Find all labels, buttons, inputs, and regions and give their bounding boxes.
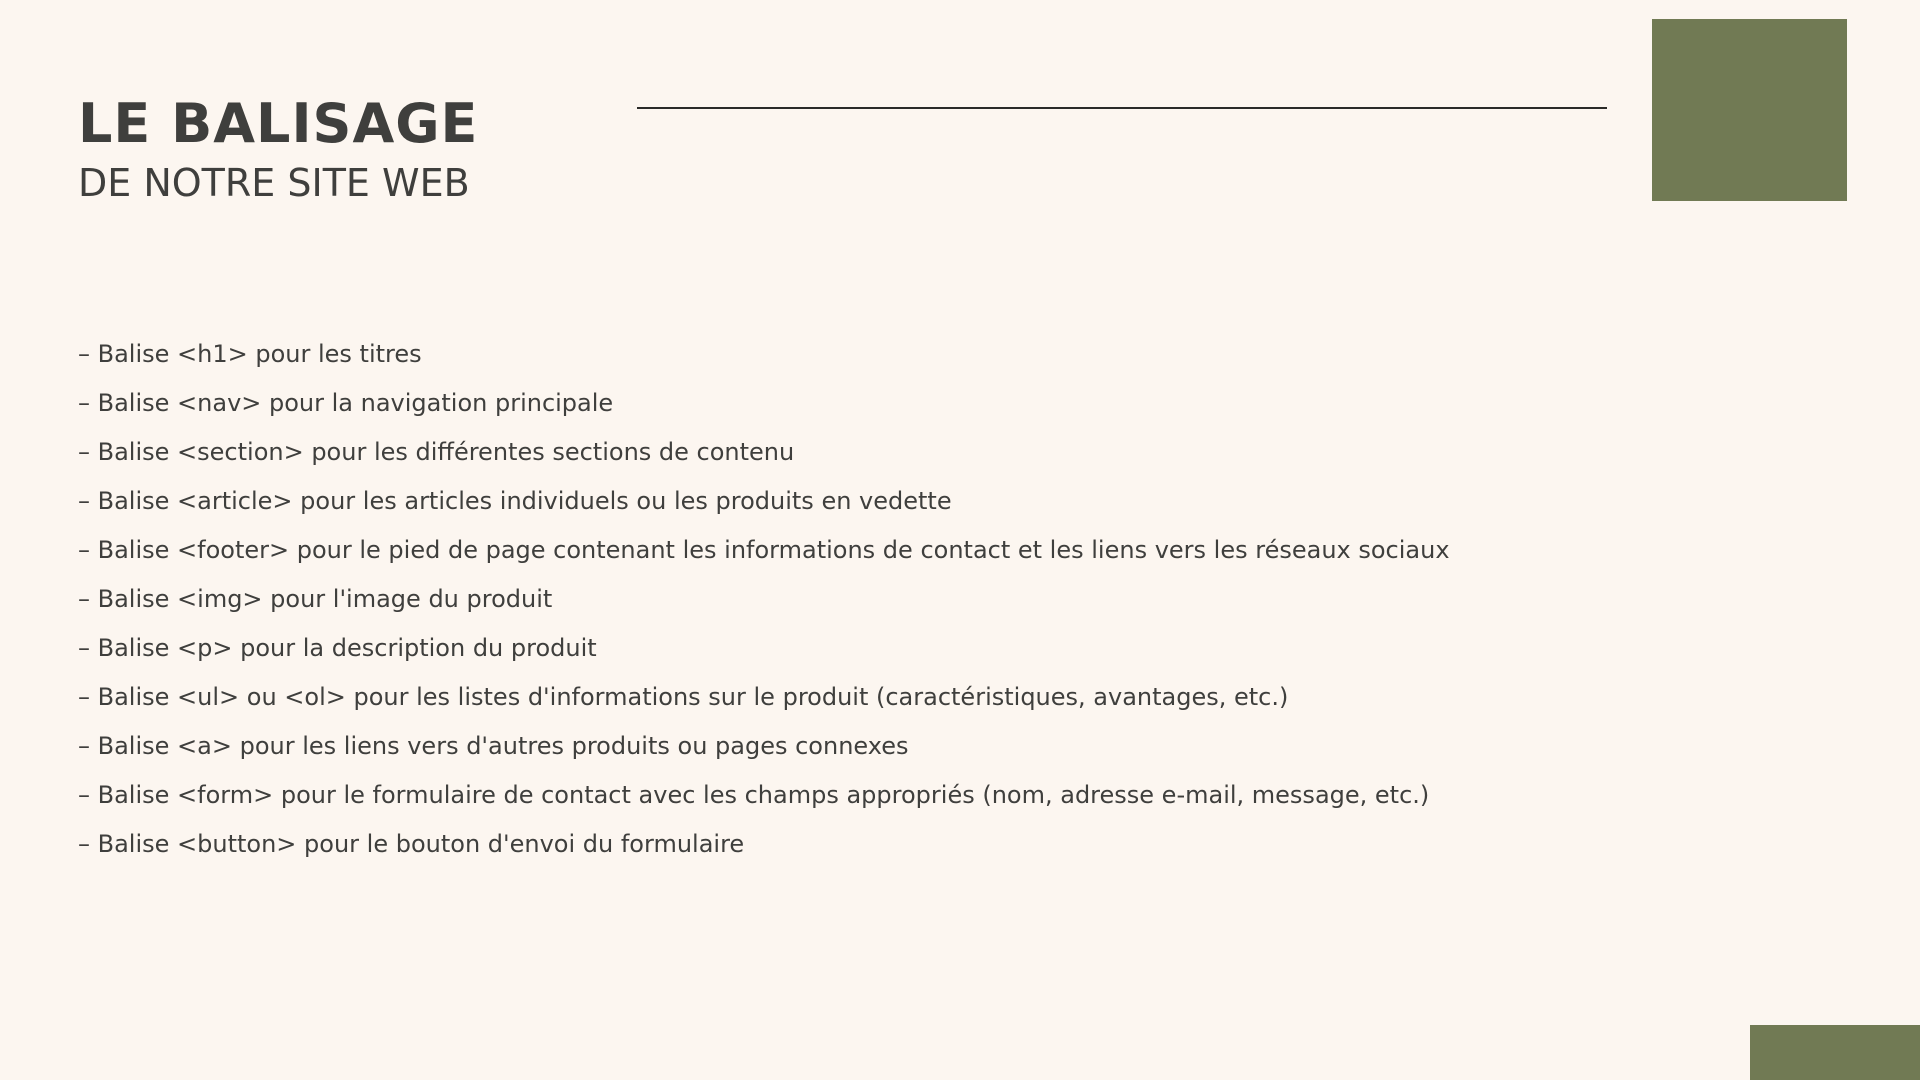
- title-divider: [637, 107, 1607, 109]
- list-item: – Balise <ul> ou <ol> pour les listes d'informations sur le produit (caractéristiques, avantages, etc.): [78, 683, 1289, 711]
- list-item: – Balise <footer> pour le pied de page contenant les informations de contact et les liens vers les réseaux sociaux: [78, 536, 1450, 564]
- list-item: – Balise <p> pour la description du produit: [78, 634, 597, 662]
- list-item: – Balise <nav> pour la navigation principale: [78, 389, 614, 417]
- accent-square-top: [1652, 19, 1847, 201]
- list-item: – Balise <h1> pour les titres: [78, 340, 422, 368]
- page-subtitle: DE NOTRE SITE WEB: [78, 161, 470, 205]
- list-item: – Balise <a> pour les liens vers d'autres produits ou pages connexes: [78, 732, 909, 760]
- accent-square-bottom: [1750, 1025, 1920, 1080]
- list-item: – Balise <section> pour les différentes sections de contenu: [78, 438, 795, 466]
- list-item: – Balise <form> pour le formulaire de contact avec les champs appropriés (nom, adresse e-mail, message, etc.): [78, 781, 1430, 809]
- page-title: LE BALISAGE: [78, 92, 479, 155]
- tag-list: [78, 330, 1450, 869]
- list-item: – Balise <img> pour l'image du produit: [78, 585, 553, 613]
- list-item: – Balise <article> pour les articles individuels ou les produits en vedette: [78, 487, 952, 515]
- list-item: – Balise <button> pour le bouton d'envoi du formulaire: [78, 830, 745, 858]
